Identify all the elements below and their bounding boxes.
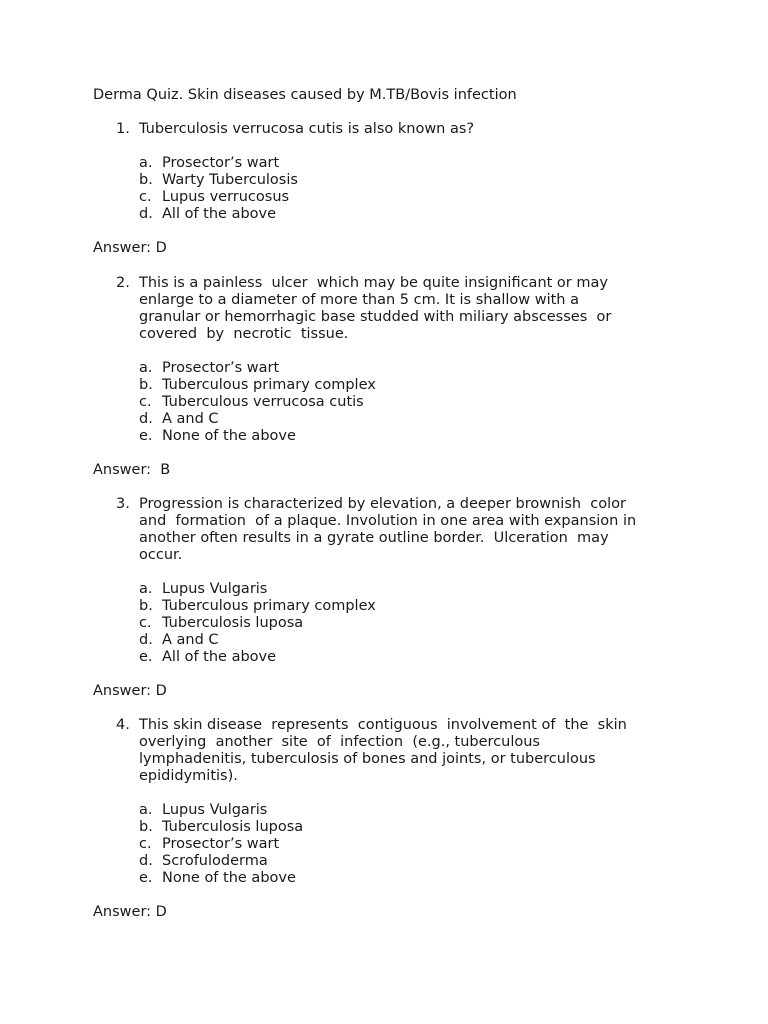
question-number: 4. [116,717,130,733]
question-number: 3. [116,496,130,512]
option-text: Tuberculous primary complex [162,598,376,614]
option-letter: e. [139,870,153,886]
answer-text: Answer: D [93,904,167,920]
question-text-line: occur. [139,547,183,563]
option-letter: d. [139,411,153,427]
option-text: Tuberculous verrucosa cutis [162,394,364,410]
question-text-line: covered by necrotic tissue. [139,326,349,342]
option-text: None of the above [162,428,296,444]
option-text: A and C [162,411,219,427]
option-letter: c. [139,394,152,410]
document-title: Derma Quiz. Skin diseases caused by M.TB/Bovis infection [93,87,517,103]
question-number: 1. [116,121,130,137]
question-text-line: granular or hemorrhagic base studded with miliary abscesses or [139,309,612,325]
question-text-line: Progression is characterized by elevation, a deeper brownish color [139,496,627,512]
question-text-line: epididymitis). [139,768,238,784]
option-letter: c. [139,836,152,852]
option-letter: d. [139,853,153,869]
option-text: All of the above [162,649,277,665]
option-letter: b. [139,598,153,614]
option-text: Tuberculous primary complex [162,377,376,393]
answer-text: Answer: B [93,462,171,478]
option-letter: e. [139,428,153,444]
option-letter: c. [139,615,152,631]
option-letter: d. [139,632,153,648]
option-text: Tuberculosis luposa [162,615,304,631]
option-letter: b. [139,819,153,835]
option-text: Prosector’s wart [162,836,280,852]
option-text: Prosector’s wart [162,360,280,376]
option-letter: a. [139,581,153,597]
option-letter: b. [139,377,153,393]
question-text-line: This skin disease represents contiguous involvement of the skin [139,717,627,733]
option-letter: d. [139,206,153,222]
option-letter: a. [139,802,153,818]
option-text: Lupus verrucosus [162,189,290,205]
option-letter: a. [139,360,153,376]
option-text: None of the above [162,870,296,886]
option-letter: c. [139,189,152,205]
answer-text: Answer: D [93,683,167,699]
question-text-line: overlying another site of infection (e.g., tuberculous [139,734,540,750]
option-letter: a. [139,155,153,171]
question-number: 2. [116,275,130,291]
option-text: Warty Tuberculosis [162,172,298,188]
option-text: Tuberculosis luposa [162,819,304,835]
question-text-line: enlarge to a diameter of more than 5 cm. It is shallow with a [139,292,579,308]
option-text: Lupus Vulgaris [162,802,268,818]
question-text-line: and formation of a plaque. Involution in one area with expansion in [139,513,637,529]
question-text-line: another often results in a gyrate outline border. Ulceration may [139,530,609,546]
question-text-line: Tuberculosis verrucosa cutis is also known as? [139,121,475,137]
option-letter: b. [139,172,153,188]
option-text: Lupus Vulgaris [162,581,268,597]
option-text: Prosector’s wart [162,155,280,171]
option-text: Scrofuloderma [162,853,268,869]
question-text-line: This is a painless ulcer which may be quite insignificant or may [139,275,608,291]
answer-text: Answer: D [93,240,167,256]
option-letter: e. [139,649,153,665]
question-text-line: lymphadenitis, tuberculosis of bones and joints, or tuberculous [139,751,596,767]
option-text: All of the above [162,206,277,222]
option-text: A and C [162,632,219,648]
